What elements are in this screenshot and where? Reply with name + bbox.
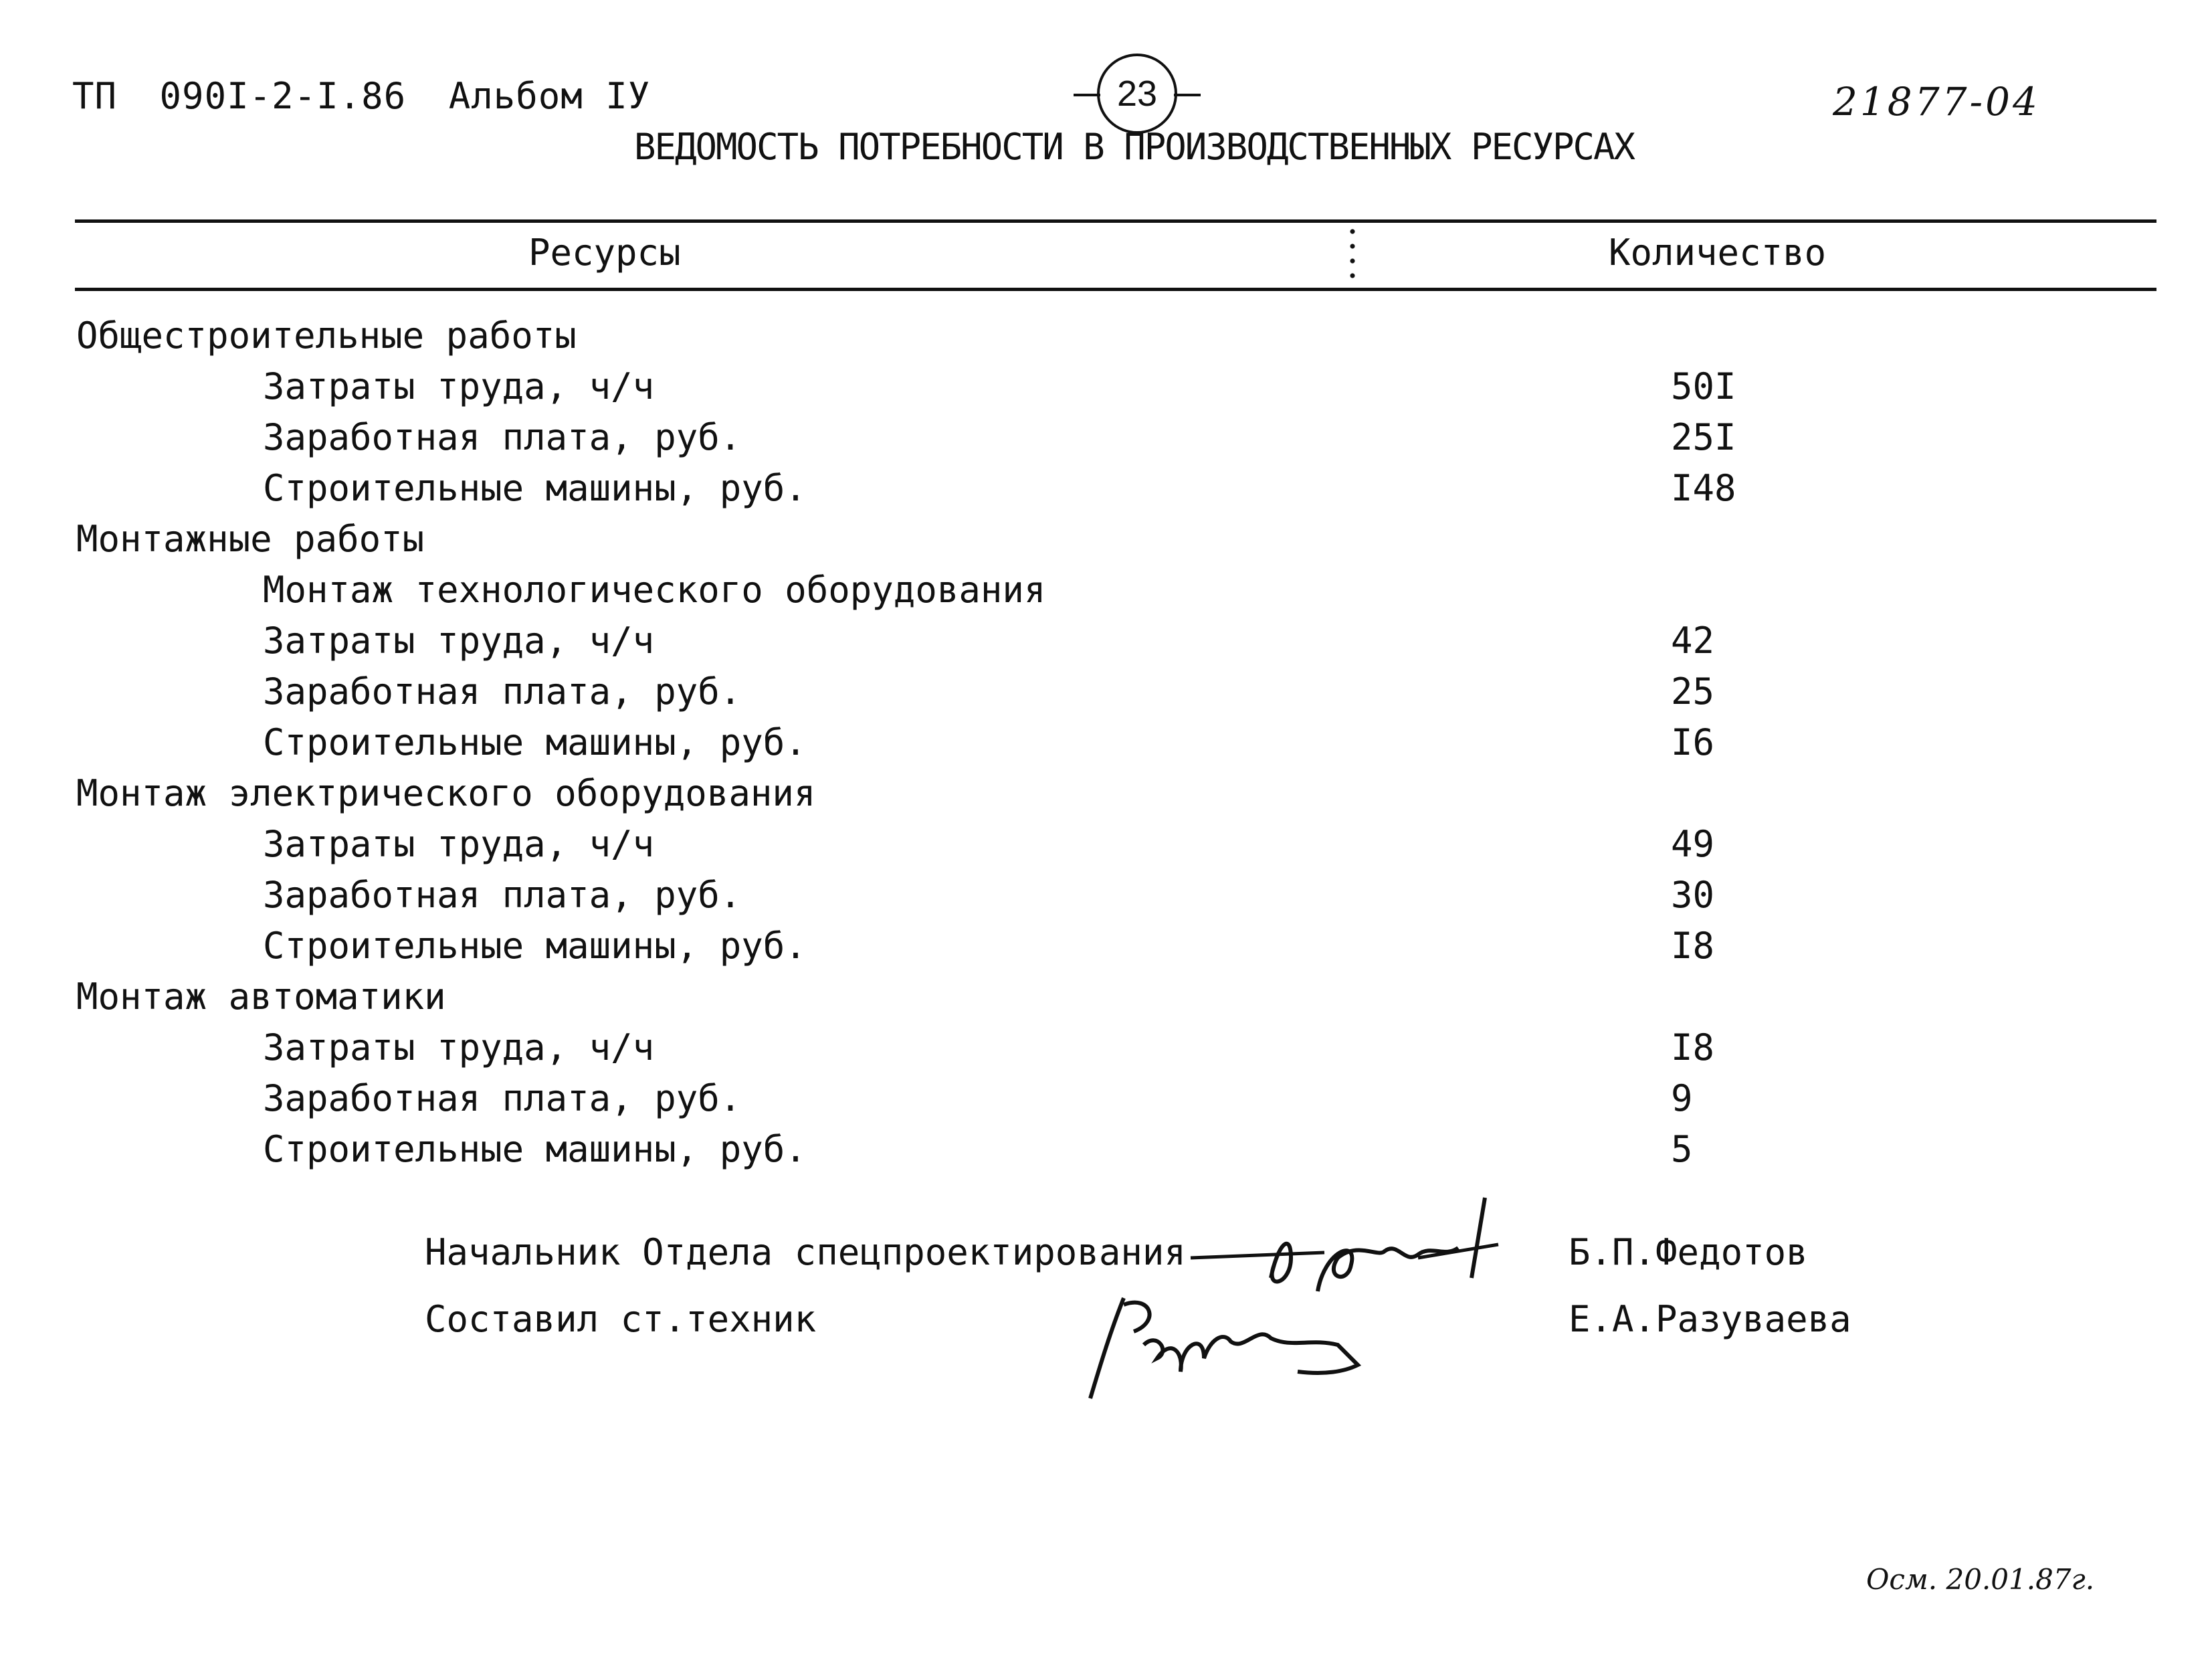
album-label: Альбом IУ xyxy=(448,75,651,117)
signature-name-head: Б.П.Федотов xyxy=(1569,1231,1808,1273)
table-row xyxy=(0,1077,2212,1128)
quantity-value: 9 xyxy=(1671,1077,1693,1119)
project-code: 090I-2-I.86 xyxy=(159,75,407,117)
table-row xyxy=(0,620,2212,670)
resource-label: Монтаж технологического оборудования xyxy=(263,569,1046,611)
signature-role-head: Начальник Отдела спецпроектирования xyxy=(425,1231,1186,1273)
quantity-value: 49 xyxy=(1671,823,1715,865)
table-row xyxy=(0,416,2212,467)
table-row xyxy=(0,518,2212,569)
quantity-value: I8 xyxy=(1671,925,1715,967)
table-top-rule xyxy=(75,219,2156,223)
table-row xyxy=(0,772,2212,823)
page-number: 23 xyxy=(1116,74,1158,114)
resource-label: Заработная плата, руб. xyxy=(263,670,742,713)
margin-handwritten-note xyxy=(1859,1552,2167,1606)
resource-label: Строительные машины, руб. xyxy=(263,925,807,967)
archive-number: 21877-04 xyxy=(1833,79,2040,124)
resource-label: Строительные машины, руб. xyxy=(263,467,807,509)
quantity-value: 25I xyxy=(1671,416,1736,458)
table-row xyxy=(0,823,2212,874)
resource-label: Строительные машины, руб. xyxy=(263,721,807,763)
column-header-resources: Ресурсы xyxy=(528,232,681,274)
quantity-value: 30 xyxy=(1671,874,1715,916)
quantity-value: 5 xyxy=(1671,1128,1693,1170)
section-label: Монтаж автоматики xyxy=(76,976,446,1018)
table-row xyxy=(0,721,2212,772)
page-number-dash-left xyxy=(1074,94,1100,96)
table-row xyxy=(0,976,2212,1026)
section-label: Монтажные работы xyxy=(76,518,425,560)
page-number-circle xyxy=(1097,54,1177,134)
table-row xyxy=(0,670,2212,721)
signature-razuvaeva xyxy=(1070,1291,1552,1412)
document-header-reference xyxy=(72,75,670,117)
resource-label: Затраты труда, ч/ч xyxy=(263,823,655,865)
table-header-rule xyxy=(75,288,2156,291)
table-row xyxy=(0,874,2212,925)
table-row xyxy=(0,569,2212,620)
table-row xyxy=(0,314,2212,365)
quantity-value: I8 xyxy=(1671,1026,1715,1069)
quantity-value: 50I xyxy=(1671,365,1736,407)
signature-name-compiler: Е.А.Разуваева xyxy=(1569,1298,1851,1340)
document-title: ВЕДОМОСТЬ ПОТРЕБНОСТИ В ПРОИЗВОДСТВЕННЫХ РЕСУРСАХ xyxy=(634,126,1635,168)
signature-role-compiler: Составил ст.техник xyxy=(425,1298,817,1340)
table-row xyxy=(0,1128,2212,1179)
table-row xyxy=(0,365,2212,416)
resource-label: Затраты труда, ч/ч xyxy=(263,365,655,407)
column-separator xyxy=(1350,224,1355,286)
series-label: ТП xyxy=(72,75,118,117)
resource-label: Заработная плата, руб. xyxy=(263,874,742,916)
margin-note-text: Осм. 20.01.87г. xyxy=(1866,1563,2095,1596)
resource-label: Строительные машины, руб. xyxy=(263,1128,807,1170)
section-label: Общестроительные работы xyxy=(76,314,577,357)
table-row xyxy=(0,1026,2212,1077)
quantity-value: 42 xyxy=(1671,620,1715,662)
quantity-value: 25 xyxy=(1671,670,1715,713)
quantity-value: I48 xyxy=(1671,467,1736,509)
page-number-dash-right xyxy=(1174,94,1201,96)
table-row xyxy=(0,925,2212,976)
resource-label: Заработная плата, руб. xyxy=(263,1077,742,1119)
table-row xyxy=(0,467,2212,518)
section-label: Монтаж электрического оборудования xyxy=(76,772,816,814)
resource-label: Затраты труда, ч/ч xyxy=(263,1026,655,1069)
quantity-value: I6 xyxy=(1671,721,1715,763)
resource-label: Затраты труда, ч/ч xyxy=(263,620,655,662)
resource-label: Заработная плата, руб. xyxy=(263,416,742,458)
column-header-quantity: Количество xyxy=(1609,232,1827,274)
